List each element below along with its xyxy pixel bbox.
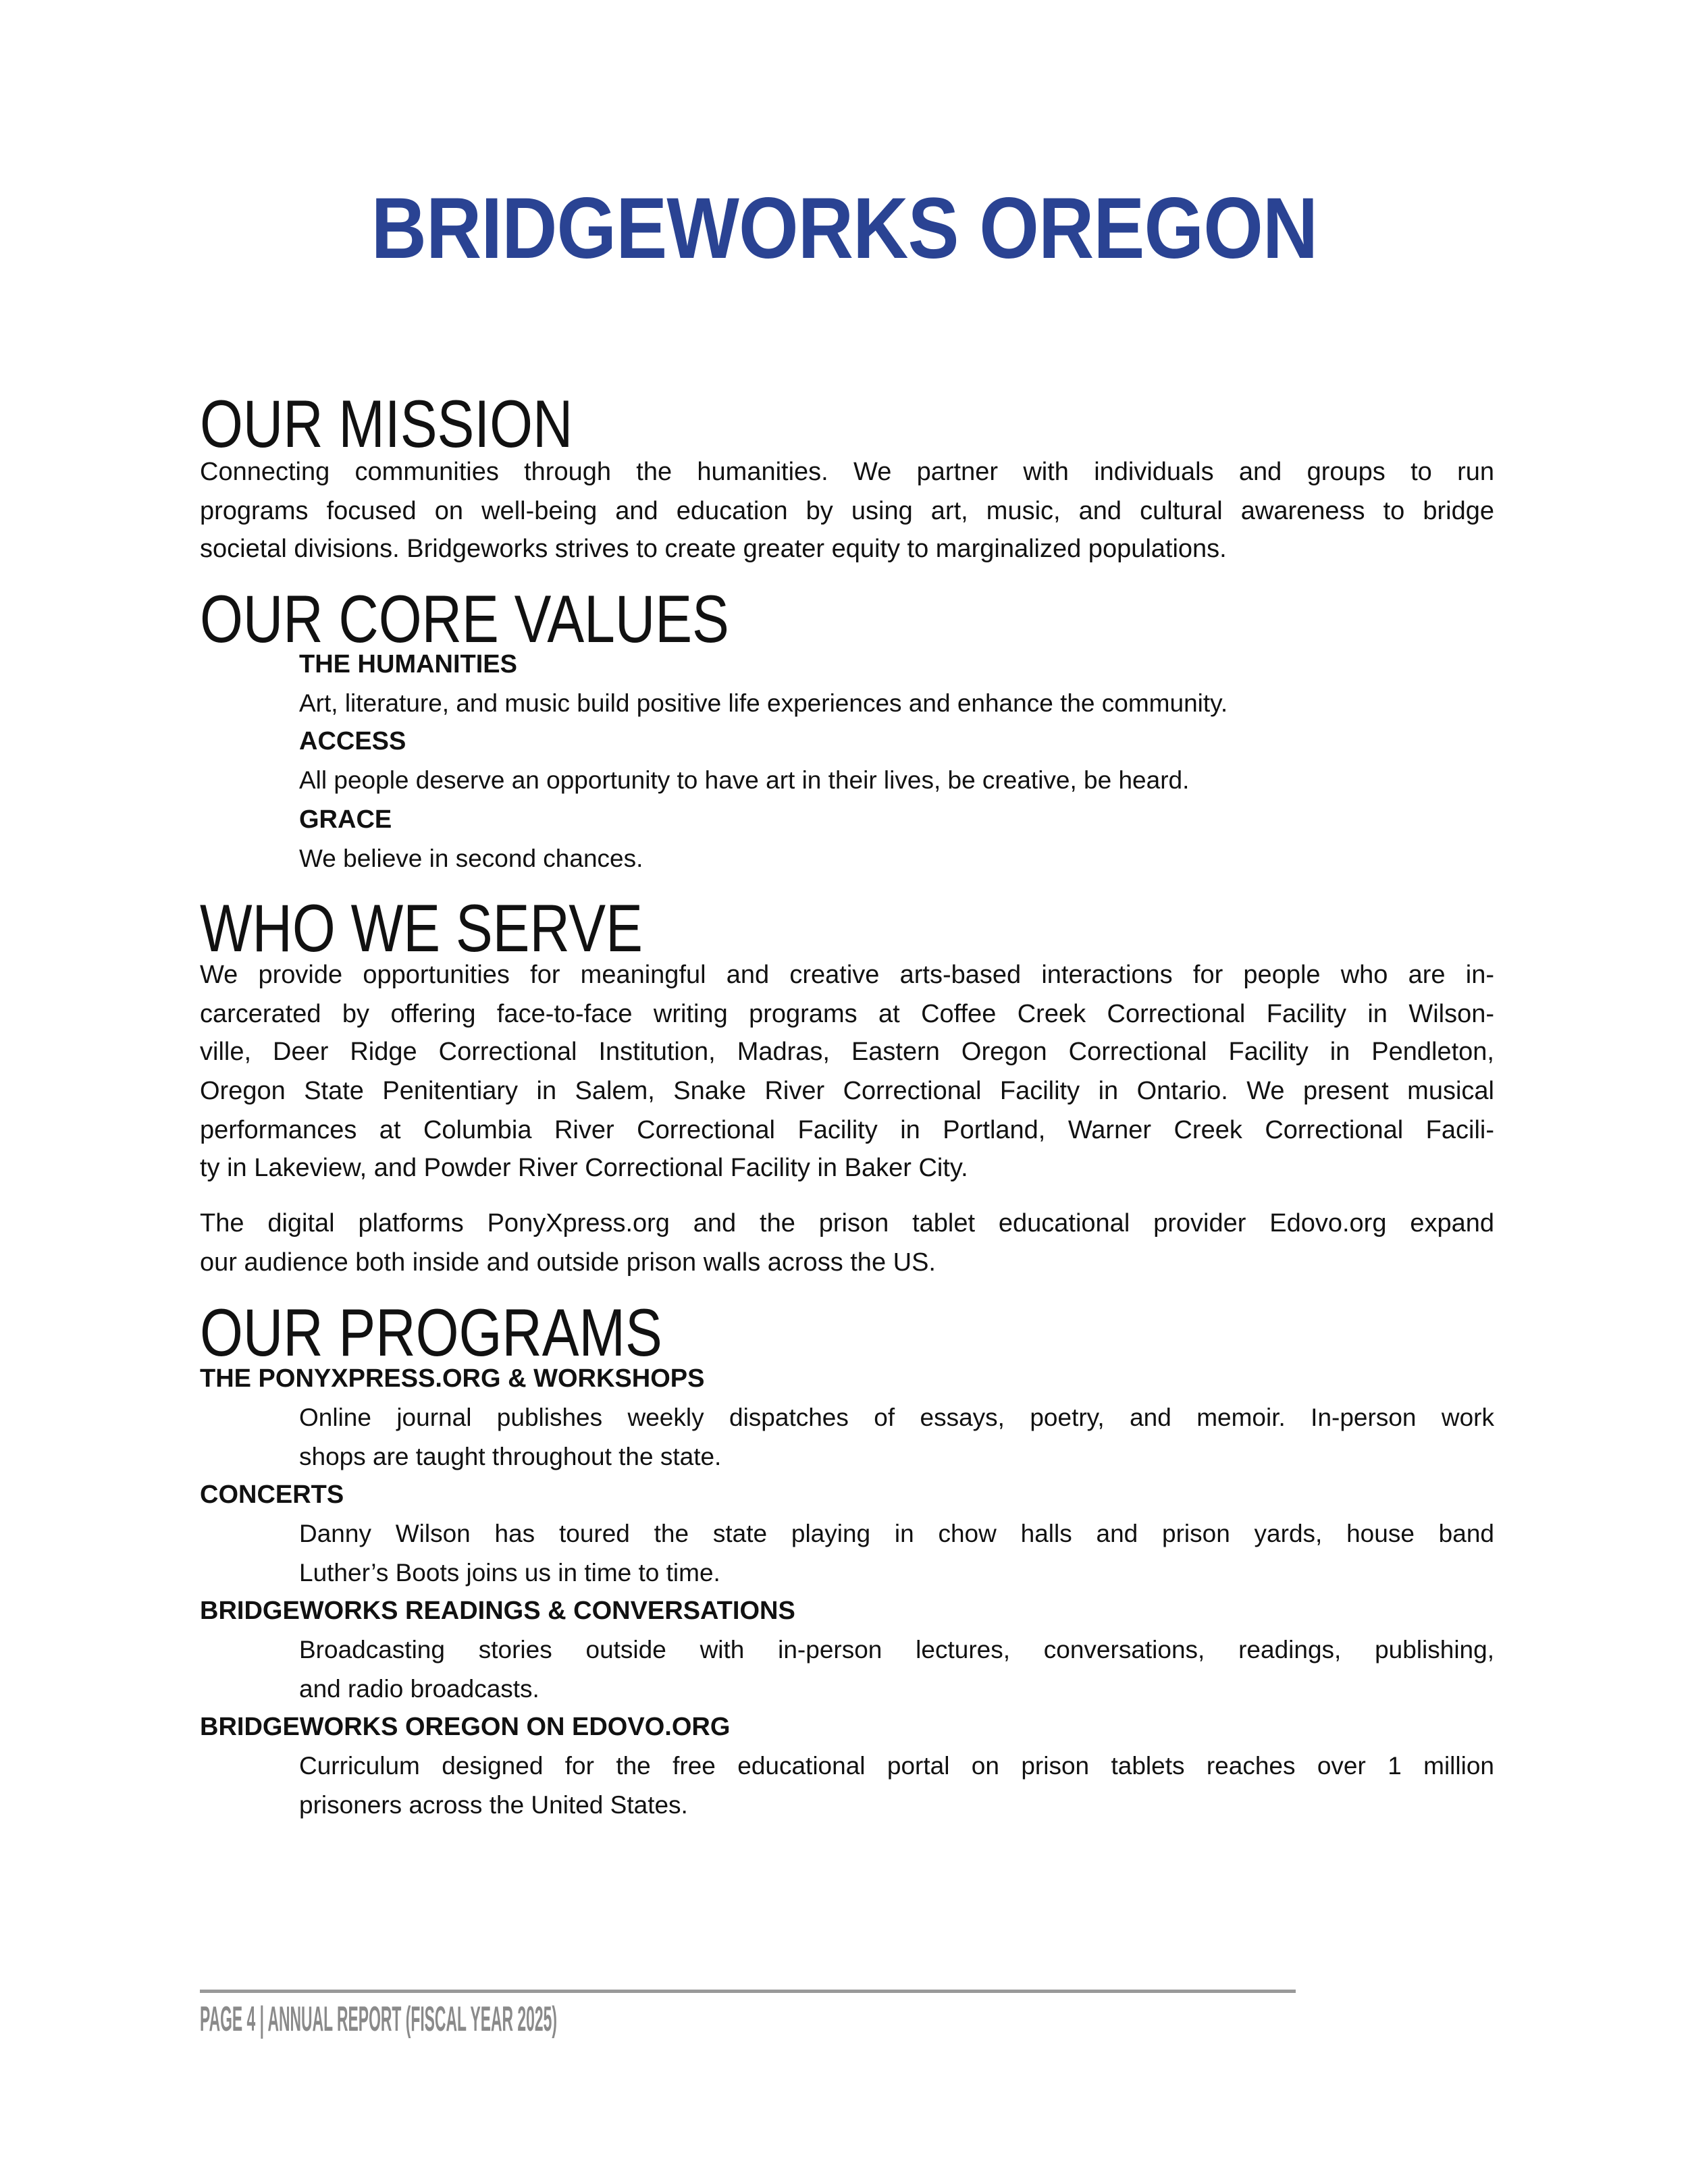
serve-line: ville, Deer Ridge Correctional Institution, Madras, Eastern Oregon Correctional Facility in Pendleton, (200, 1038, 1494, 1066)
who-we-serve-heading: WHO WE SERVE (200, 890, 643, 965)
mission-line: programs focused on well-being and education by using art, music, and cultural awareness to bridge (200, 497, 1494, 525)
value-text: All people deserve an opportunity to have art in their lives, be creative, be heard. (299, 766, 1190, 794)
core-values-heading: OUR CORE VALUES (200, 581, 729, 656)
value-label: THE HUMANITIES (299, 650, 517, 678)
program-line: Online journal publishes weekly dispatches of essays, poetry, and memoir. In-person work (299, 1404, 1494, 1431)
value-text: Art, literature, and music build positive life experiences and enhance the community. (299, 689, 1228, 717)
page-footer: PAGE 4 | ANNUAL REPORT (FISCAL YEAR 2025) (200, 2000, 557, 2039)
program-line: Curriculum designed for the free educational portal on prison tablets reaches over 1 million (299, 1752, 1494, 1780)
serve-line: ty in Lakeview, and Powder River Correctional Facility in Baker City. (200, 1154, 968, 1182)
program-line: and radio broadcasts. (299, 1675, 539, 1703)
value-text: We believe in second chances. (299, 845, 643, 872)
program-line: prisoners across the United States. (299, 1791, 688, 1819)
mission-line: societal divisions. Bridgeworks strives to create greater equity to marginalized populations. (200, 535, 1227, 563)
serve-line: The digital platforms PonyXpress.org and the prison tablet educational provider Edovo.org expand (200, 1209, 1494, 1237)
program-label: THE PONYXPRESS.ORG & WORKSHOPS (200, 1364, 705, 1393)
program-label: BRIDGEWORKS OREGON ON EDOVO.ORG (200, 1713, 731, 1741)
mission-heading: OUR MISSION (200, 386, 573, 461)
program-line: Danny Wilson has toured the state playing in chow halls and prison yards, house band (299, 1520, 1494, 1547)
serve-line: Oregon State Penitentiary in Salem, Snake River Correctional Facility in Ontario. We present musical (200, 1077, 1494, 1105)
serve-line: performances at Columbia River Correctional Facility in Portland, Warner Creek Correctional Facili- (200, 1116, 1494, 1144)
program-line: Luther’s Boots joins us in time to time. (299, 1559, 720, 1587)
page-title: BRIDGEWORKS OREGON (371, 180, 1317, 277)
program-label: BRIDGEWORKS READINGS & CONVERSATIONS (200, 1597, 795, 1625)
footer-divider (200, 1990, 1296, 1993)
program-line: Broadcasting stories outside with in-person lectures, conversations, readings, publishing, (299, 1636, 1494, 1663)
program-line: shops are taught throughout the state. (299, 1443, 722, 1470)
programs-heading: OUR PROGRAMS (200, 1295, 662, 1370)
serve-line: our audience both inside and outside prison walls across the US. (200, 1248, 936, 1277)
serve-line: carcerated by offering face-to-face writing programs at Coffee Creek Correctional Facility in Wilson- (200, 1000, 1494, 1028)
mission-line: Connecting communities through the humanities. We partner with individuals and groups to run (200, 458, 1494, 486)
serve-line: We provide opportunities for meaningful and creative arts-based interactions for people who are in- (200, 961, 1494, 989)
program-label: CONCERTS (200, 1481, 344, 1509)
value-label: ACCESS (299, 727, 406, 755)
value-label: GRACE (299, 805, 392, 834)
